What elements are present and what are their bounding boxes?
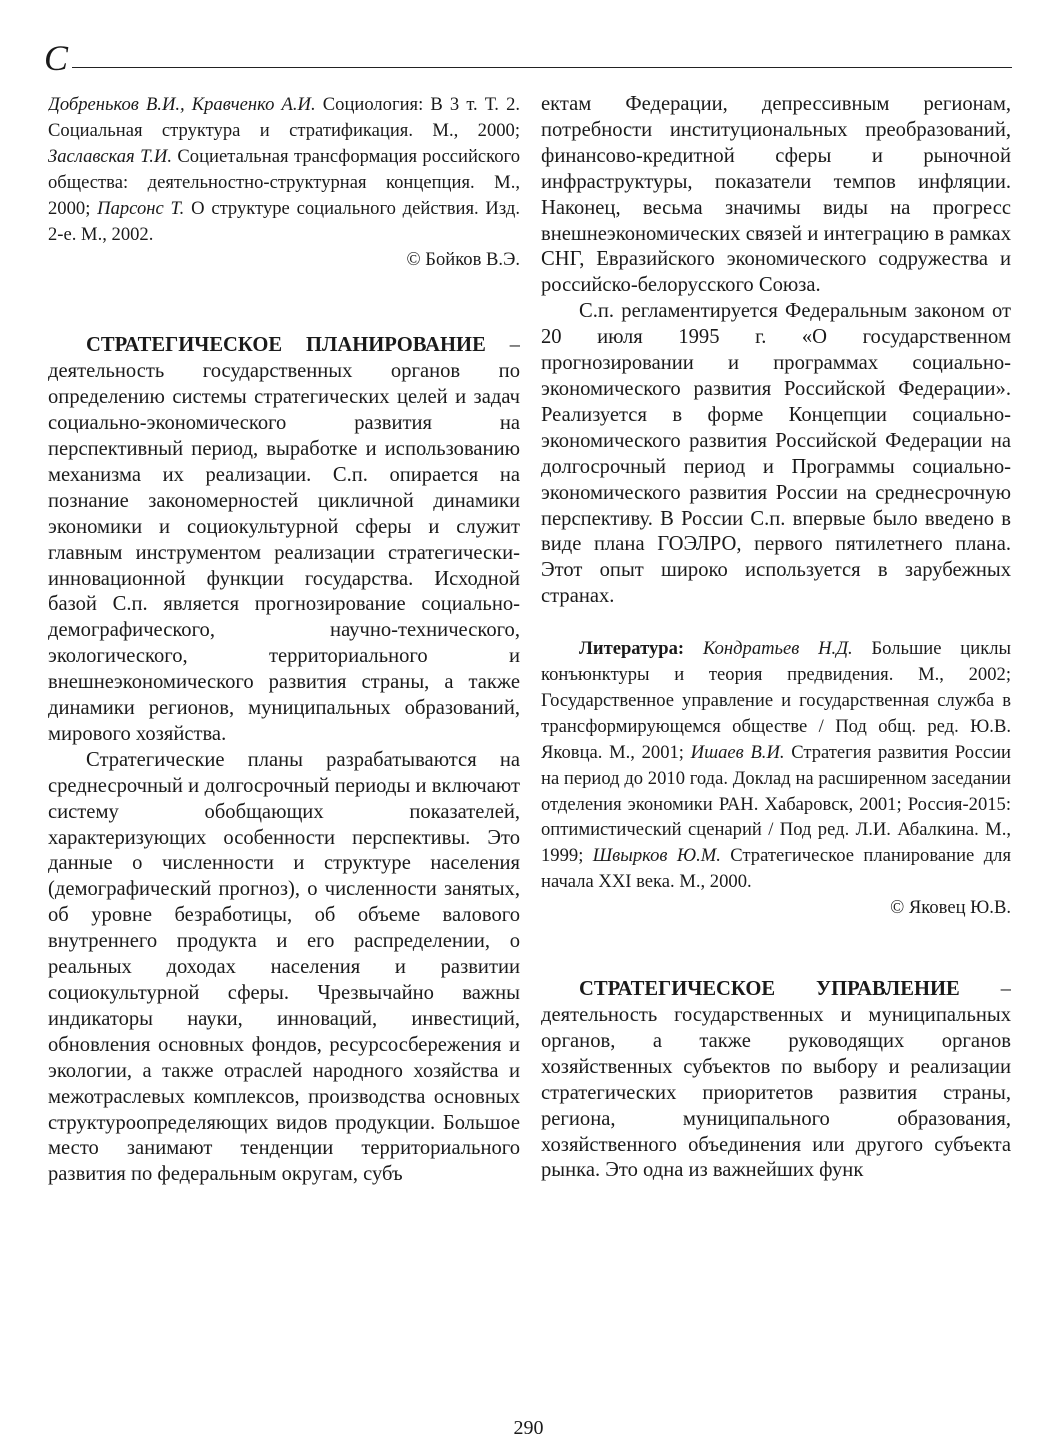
entry-strategic-management <box>541 977 1011 1184</box>
previous-entry-references <box>48 92 520 247</box>
left-column <box>48 92 520 1402</box>
ref-author: Парсонс Т. <box>97 197 185 219</box>
entry-paragraph: С.п. регламентируется Федеральным законом от 20 июля 1995 г. «О государственном прогнозировании и программах социально-экономического развития Российской Федерации». Реализуется в форме Концепции социально-экономического развития Российской Федерации на долгосрочный период и Программы социально-экономического развития России на среднесрочную перспективу. В России С.п. впервые было введено в виде плана ГОЭЛРО, первого пятилетнего плана. Этот опыт широко используется в зарубежных странах. <box>541 300 1011 608</box>
entry-term: СТРАТЕГИЧЕСКОЕ УПРАВЛЕНИЕ <box>579 978 960 1001</box>
section-letter: С <box>44 38 69 78</box>
right-column <box>541 92 1011 1402</box>
entry-definition: – деятельность государственных органов по определению системы стратегических целей и задач социально-экономического развития на перспективный период, выработке и использованию механизма их реализации. С.п. опирается на познание закономерностей цикличной динамики экономики и социокультурной сферы и служит главным инструментом реализации стратегически-инновационной функции государства. Исходной базой С.п. является прогнозирование социально-демографического, научно-технического, экологического, территориального и внешнеэкономического развития страны, а также динамики регионов, муниципальных образований, мирового хозяйства. <box>48 334 520 745</box>
ref-text: Большие циклы конъюнктуры и теория предвидения. М., 2002; Государственное управление и государственная служба в трансформирующемся обществе / Под общ. ред. Ю.В. Яковца. М., 2001; <box>541 638 1011 763</box>
ref-author: Заславская Т.И. <box>48 145 172 167</box>
ref-text: Стратегия развития России на период до 2010 года. Доклад на расширенном заседании отделения экономики РАН. Хабаровск, 2001; Россия-2015: оптимистический сценарий / Под ред. Л.И. Абалкина. М., 1999; <box>541 741 1011 867</box>
ref-text: Стратегическое планирование для начала XXI века. М., 2000. <box>541 845 1011 893</box>
ref-text: Социология: В 3 т. Т. 2. Социальная структура и стратификация. М., 2000; <box>48 94 520 141</box>
previous-entry-signature: © Бойков В.Э. <box>406 249 520 271</box>
ref-author: Швырков Ю.М. <box>592 845 721 867</box>
ref-author: Ишаев В.И. <box>690 741 785 763</box>
ref-author: Добреньков В.И., Кравченко А.И. <box>48 94 316 115</box>
entry-signature: © Яковец Ю.В. <box>890 897 1011 919</box>
entry-strategic-planning <box>48 333 520 748</box>
header-rule <box>72 67 1012 68</box>
literature-label: Литература: <box>579 638 685 660</box>
ref-text: О структуре социального действия. Изд. 2-е. М., 2002. <box>48 197 520 245</box>
entry-paragraph-continued: ектам Федерации, депрессивным регионам, потребности институциональных преобразований, финансово-кредитной сферы и рыночной инфраструктуры, показатели темпов инфляции. Наконец, весьма значимы виды на прогресс внешнеэкономических связей и интеграцию в рамках СНГ, Евразийского экономического содружества и российско-белорусского Союза. <box>541 93 1011 297</box>
literature-list <box>541 636 1011 895</box>
page-number: 290 <box>513 1417 544 1439</box>
entry-term: СТРАТЕГИЧЕСКОЕ ПЛАНИРОВАНИЕ <box>86 334 486 357</box>
ref-author: Кондратьев Н.Д. <box>702 638 853 660</box>
ref-text: Социетальная трансформация российского общества: деятельностно-структурная концепция. М., 2000; <box>48 145 520 219</box>
entry-paragraph: Стратегические планы разрабатываются на среднесрочный и долгосрочный периоды и включают систему обобщающих показателей, характеризующих особенности перспективы. Это данные о численности и структуре населения (демографический прогноз), о численности занятых, об уровне безработицы, об объеме валового внутреннего продукта и его распределении, о реальных доходах населения и развитии социокультурной сферы. Чрезвычайно важны индикаторы науки, инноваций, инвестиций, обновления основных фондов, ресурсосбережения и экологии, а также отраслей народного хозяйства и межотраслевых комплексов, производства основных структуроопределяющих видов продукции. Большое место занимают тенденции территориального развития по федеральным округам, субъ <box>48 748 520 1186</box>
entry-definition: – деятельность государственных и муниципальных органов, а также руководящих органов хозяйственных субъектов по выбору и реализации стратегических приоритетов развития страны, региона, муниципального образования, хозяйственного объединения или другого субъекта рынка. Это одна из важнейших функ <box>541 978 1011 1182</box>
